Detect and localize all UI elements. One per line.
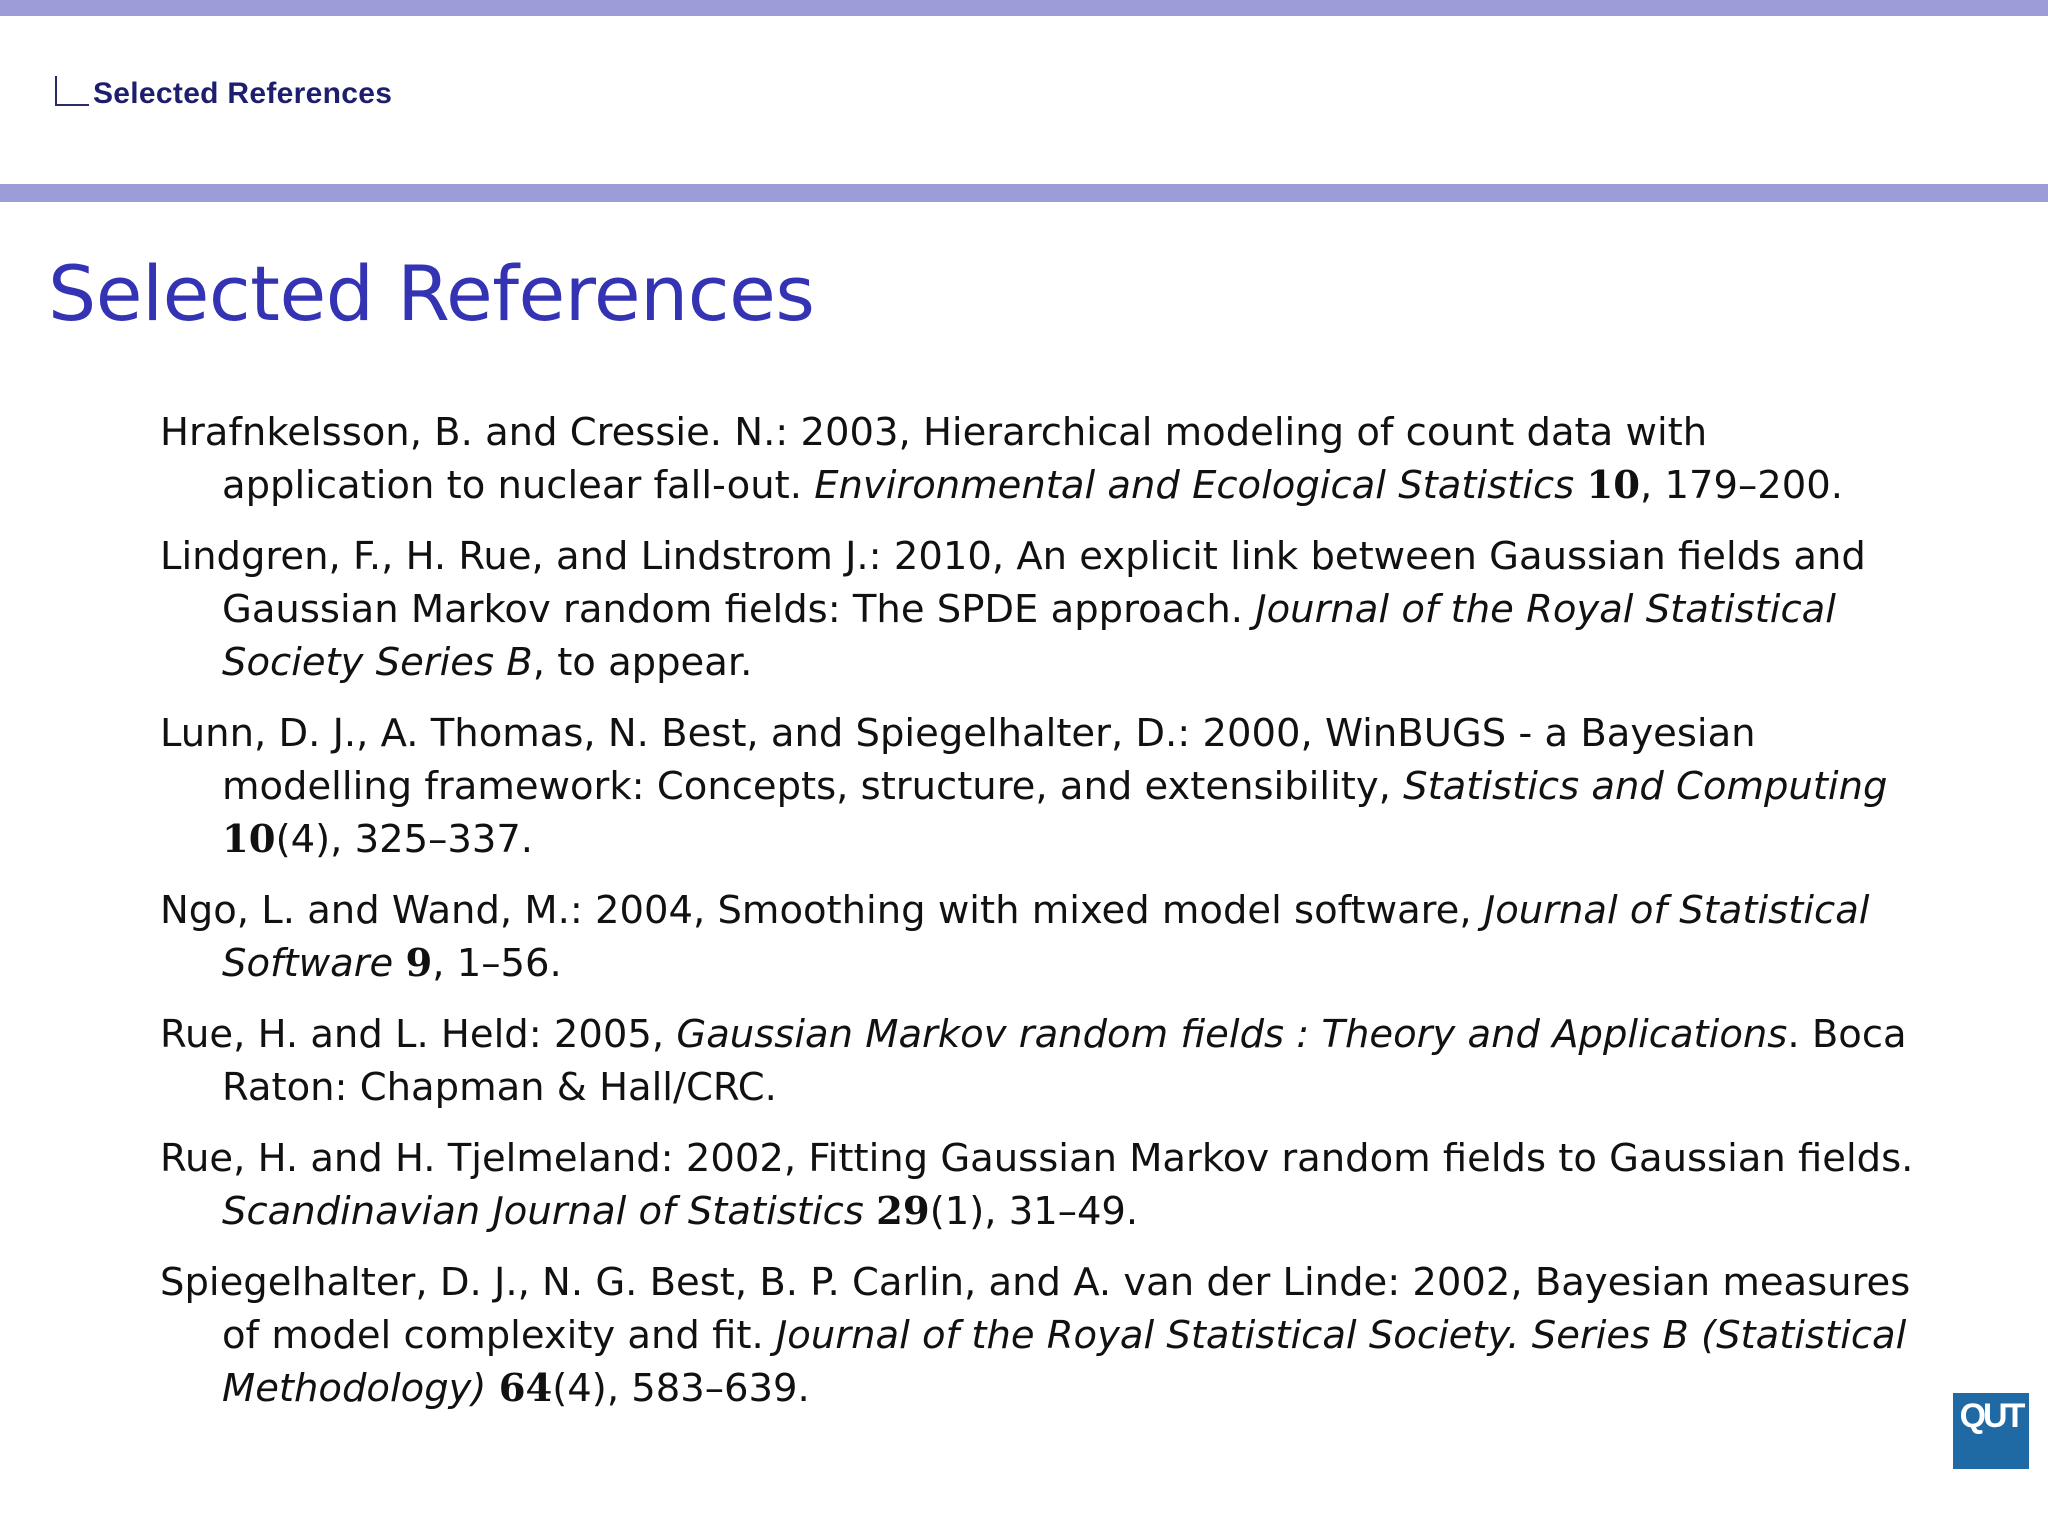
reference-item: Lunn, D. J., A. Thomas, N. Best, and Spiegelhalter, D.: 2000, WinBUGS - a Bayesian modelling framework: Concepts, structure, and extensibility, Statistics and Computing 10(4), 325–337.	[160, 711, 1888, 862]
logo-text: QUT	[1959, 1397, 2023, 1435]
top-decor-bar	[0, 0, 2048, 16]
header-divider-bar	[0, 184, 2048, 202]
reference-item: Ngo, L. and Wand, M.: 2004, Smoothing with mixed model software, Journal of Statistical Software 9, 1–56.	[160, 888, 1870, 986]
reference-item: Rue, H. and L. Held: 2005, Gaussian Markov random fields : Theory and Applications. Boca Raton: Chapman & Hall/CRC.	[160, 1012, 1907, 1110]
breadcrumb-corner-icon	[55, 76, 89, 106]
reference-item: Lindgren, F., H. Rue, and Lindstrom J.: 2010, An explicit link between Gaussian fields and Gaussian Markov random fields: The SPDE approach. Journal of the Royal Statistical Society Series B, to appear.	[160, 534, 1866, 685]
reference-item: Hrafnkelsson, B. and Cressie. N.: 2003, Hierarchical modeling of count data with application to nuclear fall-out. Environmental and Ecological Statistics 10, 179–200.	[160, 410, 1843, 508]
breadcrumb-section[interactable]: Selected References	[93, 77, 393, 110]
reference-list	[160, 406, 1920, 1433]
reference-item: Spiegelhalter, D. J., N. G. Best, B. P. Carlin, and A. van der Linde: 2002, Bayesian measures of model complexity and fit. Journal of the Royal Statistical Society. Series B (Statistical Methodology) 64(4), 583–639.	[160, 1260, 1911, 1411]
qut-logo	[1953, 1393, 2029, 1469]
reference-item: Rue, H. and H. Tjelmeland: 2002, Fitting Gaussian Markov random fields to Gaussian fields. Scandinavian Journal of Statistics 29(1), 31–49.	[160, 1136, 1914, 1234]
slide-title: Selected References	[48, 249, 815, 338]
breadcrumb	[55, 74, 392, 114]
